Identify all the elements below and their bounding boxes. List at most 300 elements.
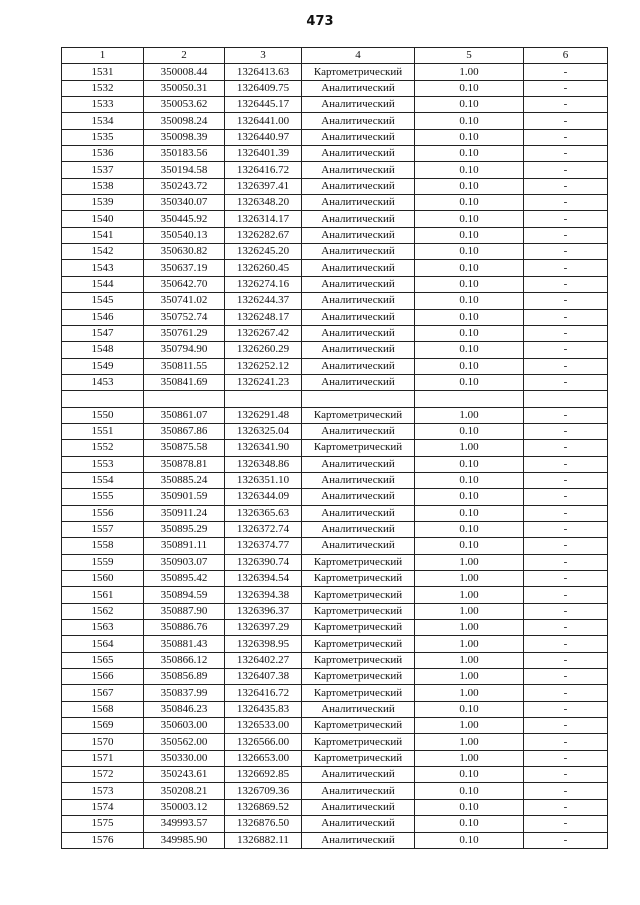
point-number-cell: 1547 <box>62 325 144 341</box>
accuracy-cell: 1.00 <box>415 734 524 750</box>
table-row <box>62 620 608 636</box>
table-row <box>62 129 608 145</box>
point-number-cell: 1536 <box>62 146 144 162</box>
x-coordinate-cell: 350856.89 <box>144 669 225 685</box>
method-cell: Аналитический <box>302 227 415 243</box>
note-cell: - <box>524 146 608 162</box>
x-coordinate-cell: 350340.07 <box>144 195 225 211</box>
y-coordinate-cell: 1326260.45 <box>225 260 302 276</box>
method-cell: Аналитический <box>302 129 415 145</box>
point-number-cell: 1548 <box>62 342 144 358</box>
column-header: 4 <box>302 48 415 64</box>
point-number-cell: 1576 <box>62 832 144 848</box>
method-cell: Аналитический <box>302 113 415 129</box>
y-coordinate-cell: 1326441.00 <box>225 113 302 129</box>
x-coordinate-cell: 350761.29 <box>144 325 225 341</box>
accuracy-cell: 0.10 <box>415 538 524 554</box>
y-coordinate-cell: 1326882.11 <box>225 832 302 848</box>
y-coordinate-cell: 1326416.72 <box>225 685 302 701</box>
point-number-cell: 1566 <box>62 669 144 685</box>
x-coordinate-cell: 350895.29 <box>144 521 225 537</box>
accuracy-cell: 1.00 <box>415 64 524 80</box>
y-coordinate-cell: 1326344.09 <box>225 489 302 505</box>
accuracy-cell: 0.10 <box>415 832 524 848</box>
y-coordinate-cell: 1326398.95 <box>225 636 302 652</box>
accuracy-cell: 0.10 <box>415 456 524 472</box>
point-number-cell: 1575 <box>62 816 144 832</box>
y-coordinate-cell: 1326409.75 <box>225 80 302 96</box>
note-cell: - <box>524 734 608 750</box>
method-cell: Картометрический <box>302 407 415 423</box>
accuracy-cell: 0.10 <box>415 816 524 832</box>
x-coordinate-cell: 350841.69 <box>144 374 225 390</box>
method-cell: Картометрический <box>302 440 415 456</box>
note-cell: - <box>524 521 608 537</box>
note-cell: - <box>524 701 608 717</box>
y-coordinate-cell: 1326341.90 <box>225 440 302 456</box>
y-coordinate-cell: 1326407.38 <box>225 669 302 685</box>
y-coordinate-cell: 1326291.48 <box>225 407 302 423</box>
point-number-cell: 1541 <box>62 227 144 243</box>
accuracy-cell: 0.10 <box>415 146 524 162</box>
x-coordinate-cell: 350895.42 <box>144 571 225 587</box>
accuracy-cell: 1.00 <box>415 685 524 701</box>
y-coordinate-cell: 1326869.52 <box>225 799 302 815</box>
x-coordinate-cell: 350811.55 <box>144 358 225 374</box>
method-cell: Аналитический <box>302 244 415 260</box>
note-cell: - <box>524 685 608 701</box>
method-cell: Аналитический <box>302 538 415 554</box>
x-coordinate-cell: 350794.90 <box>144 342 225 358</box>
note-cell: - <box>524 293 608 309</box>
table-row <box>62 407 608 423</box>
y-coordinate-cell: 1326440.97 <box>225 129 302 145</box>
accuracy-cell: 0.10 <box>415 489 524 505</box>
table-row <box>62 685 608 701</box>
x-coordinate-cell: 350881.43 <box>144 636 225 652</box>
accuracy-cell: 1.00 <box>415 554 524 570</box>
method-cell: Аналитический <box>302 293 415 309</box>
column-header: 6 <box>524 48 608 64</box>
method-cell: Аналитический <box>302 783 415 799</box>
point-number-cell: 1545 <box>62 293 144 309</box>
note-cell: - <box>524 162 608 178</box>
note-cell: - <box>524 358 608 374</box>
table-row <box>62 440 608 456</box>
point-number-cell: 1542 <box>62 244 144 260</box>
method-cell: Аналитический <box>302 260 415 276</box>
table-row <box>62 195 608 211</box>
x-coordinate-cell: 350330.00 <box>144 750 225 766</box>
table-row <box>62 113 608 129</box>
point-number-cell: 1559 <box>62 554 144 570</box>
accuracy-cell: 0.10 <box>415 162 524 178</box>
point-number-cell: 1561 <box>62 587 144 603</box>
table-row <box>62 64 608 80</box>
table-row <box>62 505 608 521</box>
y-coordinate-cell: 1326692.85 <box>225 767 302 783</box>
method-cell: Аналитический <box>302 374 415 390</box>
method-cell: Картометрический <box>302 750 415 766</box>
table-row <box>62 391 608 407</box>
table-row <box>62 799 608 815</box>
x-coordinate-cell: 350183.56 <box>144 146 225 162</box>
method-cell: Аналитический <box>302 162 415 178</box>
point-number-cell: 1555 <box>62 489 144 505</box>
method-cell: Аналитический <box>302 358 415 374</box>
method-cell: Картометрический <box>302 636 415 652</box>
note-cell: - <box>524 718 608 734</box>
point-number-cell: 1574 <box>62 799 144 815</box>
method-cell: Аналитический <box>302 799 415 815</box>
point-number-cell: 1567 <box>62 685 144 701</box>
y-coordinate-cell: 1326653.00 <box>225 750 302 766</box>
x-coordinate-cell: 350837.99 <box>144 685 225 701</box>
x-coordinate-cell: 350445.92 <box>144 211 225 227</box>
note-cell: - <box>524 652 608 668</box>
point-number-cell: 1570 <box>62 734 144 750</box>
point-number-cell: 1539 <box>62 195 144 211</box>
table-row <box>62 472 608 488</box>
y-coordinate-cell: 1326402.27 <box>225 652 302 668</box>
point-number-cell: 1565 <box>62 652 144 668</box>
method-cell: Аналитический <box>302 146 415 162</box>
point-number-cell: 1560 <box>62 571 144 587</box>
x-coordinate-cell: 350875.58 <box>144 440 225 456</box>
note-cell: - <box>524 554 608 570</box>
x-coordinate-cell: 350008.44 <box>144 64 225 80</box>
note-cell: - <box>524 603 608 619</box>
point-number-cell: 1531 <box>62 64 144 80</box>
x-coordinate-cell: 350887.90 <box>144 603 225 619</box>
x-coordinate-cell: 350901.59 <box>144 489 225 505</box>
method-cell: Аналитический <box>302 701 415 717</box>
table-row <box>62 832 608 848</box>
note-cell: - <box>524 636 608 652</box>
x-coordinate-cell: 350098.39 <box>144 129 225 145</box>
table-row <box>62 227 608 243</box>
point-number-cell: 1553 <box>62 456 144 472</box>
accuracy-cell: 0.10 <box>415 799 524 815</box>
table-header-row <box>62 48 608 64</box>
y-coordinate-cell: 1326282.67 <box>225 227 302 243</box>
note-cell: - <box>524 129 608 145</box>
column-header: 1 <box>62 48 144 64</box>
x-coordinate-cell <box>144 391 225 407</box>
table-row <box>62 669 608 685</box>
method-cell: Картометрический <box>302 685 415 701</box>
y-coordinate-cell: 1326394.38 <box>225 587 302 603</box>
point-number-cell: 1563 <box>62 620 144 636</box>
table-row <box>62 587 608 603</box>
table-row <box>62 816 608 832</box>
x-coordinate-cell: 350053.62 <box>144 97 225 113</box>
method-cell: Аналитический <box>302 472 415 488</box>
x-coordinate-cell: 350243.72 <box>144 178 225 194</box>
x-coordinate-cell: 350603.00 <box>144 718 225 734</box>
point-number-cell: 1535 <box>62 129 144 145</box>
point-number-cell: 1569 <box>62 718 144 734</box>
point-number-cell: 1571 <box>62 750 144 766</box>
x-coordinate-cell: 350752.74 <box>144 309 225 325</box>
method-cell: Картометрический <box>302 554 415 570</box>
table-row <box>62 603 608 619</box>
y-coordinate-cell: 1326401.39 <box>225 146 302 162</box>
method-cell: Аналитический <box>302 97 415 113</box>
y-coordinate-cell: 1326248.17 <box>225 309 302 325</box>
point-number-cell: 1549 <box>62 358 144 374</box>
x-coordinate-cell: 350878.81 <box>144 456 225 472</box>
method-cell: Аналитический <box>302 456 415 472</box>
point-number-cell: 1568 <box>62 701 144 717</box>
note-cell: - <box>524 374 608 390</box>
note-cell: - <box>524 750 608 766</box>
accuracy-cell: 1.00 <box>415 603 524 619</box>
point-number-cell: 1537 <box>62 162 144 178</box>
point-number-cell: 1533 <box>62 97 144 113</box>
method-cell: Аналитический <box>302 195 415 211</box>
x-coordinate-cell: 350050.31 <box>144 80 225 96</box>
table-row <box>62 521 608 537</box>
note-cell: - <box>524 832 608 848</box>
x-coordinate-cell: 350243.61 <box>144 767 225 783</box>
note-cell: - <box>524 342 608 358</box>
x-coordinate-cell: 350861.07 <box>144 407 225 423</box>
table-row <box>62 636 608 652</box>
accuracy-cell: 0.10 <box>415 767 524 783</box>
table-row <box>62 489 608 505</box>
x-coordinate-cell: 350208.21 <box>144 783 225 799</box>
method-cell: Аналитический <box>302 80 415 96</box>
note-cell: - <box>524 440 608 456</box>
y-coordinate-cell: 1326348.86 <box>225 456 302 472</box>
point-number-cell: 1550 <box>62 407 144 423</box>
note-cell: - <box>524 113 608 129</box>
accuracy-cell: 1.00 <box>415 407 524 423</box>
table-row <box>62 358 608 374</box>
method-cell: Картометрический <box>302 603 415 619</box>
point-number-cell: 1562 <box>62 603 144 619</box>
note-cell: - <box>524 587 608 603</box>
y-coordinate-cell: 1326566.00 <box>225 734 302 750</box>
accuracy-cell: 0.10 <box>415 260 524 276</box>
x-coordinate-cell: 350894.59 <box>144 587 225 603</box>
table-row <box>62 162 608 178</box>
method-cell: Аналитический <box>302 505 415 521</box>
accuracy-cell: 0.10 <box>415 178 524 194</box>
x-coordinate-cell: 350903.07 <box>144 554 225 570</box>
column-header: 5 <box>415 48 524 64</box>
column-header: 3 <box>225 48 302 64</box>
x-coordinate-cell: 350630.82 <box>144 244 225 260</box>
y-coordinate-cell: 1326260.29 <box>225 342 302 358</box>
x-coordinate-cell: 349985.90 <box>144 832 225 848</box>
x-coordinate-cell: 350562.00 <box>144 734 225 750</box>
point-number-cell: 1554 <box>62 472 144 488</box>
table-row <box>62 767 608 783</box>
accuracy-cell: 0.10 <box>415 97 524 113</box>
method-cell: Аналитический <box>302 816 415 832</box>
method-cell: Картометрический <box>302 64 415 80</box>
accuracy-cell: 0.10 <box>415 309 524 325</box>
accuracy-cell: 0.10 <box>415 358 524 374</box>
note-cell: - <box>524 669 608 685</box>
x-coordinate-cell: 350846.23 <box>144 701 225 717</box>
method-cell: Картометрический <box>302 571 415 587</box>
y-coordinate-cell: 1326351.10 <box>225 472 302 488</box>
point-number-cell: 1538 <box>62 178 144 194</box>
accuracy-cell: 0.10 <box>415 293 524 309</box>
note-cell: - <box>524 309 608 325</box>
table-row <box>62 423 608 439</box>
accuracy-cell: 0.10 <box>415 195 524 211</box>
accuracy-cell: 0.10 <box>415 129 524 145</box>
x-coordinate-cell: 350886.76 <box>144 620 225 636</box>
y-coordinate-cell: 1326244.37 <box>225 293 302 309</box>
method-cell: Картометрический <box>302 734 415 750</box>
note-cell: - <box>524 325 608 341</box>
table-row <box>62 652 608 668</box>
table-row <box>62 750 608 766</box>
table-row <box>62 97 608 113</box>
point-number-cell: 1573 <box>62 783 144 799</box>
accuracy-cell: 0.10 <box>415 505 524 521</box>
note-cell: - <box>524 620 608 636</box>
method-cell: Картометрический <box>302 718 415 734</box>
method-cell: Картометрический <box>302 652 415 668</box>
accuracy-cell: 0.10 <box>415 342 524 358</box>
method-cell: Аналитический <box>302 178 415 194</box>
accuracy-cell: 0.10 <box>415 276 524 292</box>
point-number-cell <box>62 391 144 407</box>
accuracy-cell: 0.10 <box>415 113 524 129</box>
table-row <box>62 276 608 292</box>
table-row <box>62 244 608 260</box>
note-cell: - <box>524 244 608 260</box>
table-row <box>62 718 608 734</box>
table-row <box>62 260 608 276</box>
y-coordinate-cell: 1326709.36 <box>225 783 302 799</box>
point-number-cell: 1557 <box>62 521 144 537</box>
method-cell: Аналитический <box>302 211 415 227</box>
note-cell: - <box>524 260 608 276</box>
method-cell: Аналитический <box>302 342 415 358</box>
point-number-cell: 1552 <box>62 440 144 456</box>
y-coordinate-cell: 1326252.12 <box>225 358 302 374</box>
note-cell: - <box>524 407 608 423</box>
table-row <box>62 146 608 162</box>
y-coordinate-cell: 1326241.23 <box>225 374 302 390</box>
point-number-cell: 1564 <box>62 636 144 652</box>
table-row <box>62 734 608 750</box>
accuracy-cell: 1.00 <box>415 750 524 766</box>
accuracy-cell: 1.00 <box>415 440 524 456</box>
table-row <box>62 325 608 341</box>
table-row <box>62 783 608 799</box>
x-coordinate-cell: 350911.24 <box>144 505 225 521</box>
y-coordinate-cell: 1326394.54 <box>225 571 302 587</box>
table-row <box>62 342 608 358</box>
page-number: 473 <box>306 14 334 29</box>
point-number-cell: 1534 <box>62 113 144 129</box>
y-coordinate-cell: 1326390.74 <box>225 554 302 570</box>
y-coordinate-cell: 1326445.17 <box>225 97 302 113</box>
y-coordinate-cell: 1326374.77 <box>225 538 302 554</box>
accuracy-cell: 0.10 <box>415 701 524 717</box>
accuracy-cell: 0.10 <box>415 80 524 96</box>
x-coordinate-cell: 350867.86 <box>144 423 225 439</box>
accuracy-cell: 1.00 <box>415 620 524 636</box>
x-coordinate-cell: 350741.02 <box>144 293 225 309</box>
note-cell: - <box>524 97 608 113</box>
point-number-cell: 1551 <box>62 423 144 439</box>
accuracy-cell: 0.10 <box>415 783 524 799</box>
note-cell: - <box>524 489 608 505</box>
y-coordinate-cell: 1326435.83 <box>225 701 302 717</box>
x-coordinate-cell: 350003.12 <box>144 799 225 815</box>
method-cell: Картометрический <box>302 620 415 636</box>
point-number-cell: 1543 <box>62 260 144 276</box>
accuracy-cell: 1.00 <box>415 587 524 603</box>
point-number-cell: 1532 <box>62 80 144 96</box>
accuracy-cell: 0.10 <box>415 211 524 227</box>
note-cell: - <box>524 571 608 587</box>
point-number-cell: 1558 <box>62 538 144 554</box>
accuracy-cell: 0.10 <box>415 423 524 439</box>
method-cell: Картометрический <box>302 669 415 685</box>
table-row <box>62 456 608 472</box>
method-cell: Аналитический <box>302 521 415 537</box>
method-cell: Аналитический <box>302 489 415 505</box>
y-coordinate-cell: 1326413.63 <box>225 64 302 80</box>
note-cell: - <box>524 227 608 243</box>
accuracy-cell: 0.10 <box>415 325 524 341</box>
method-cell: Аналитический <box>302 325 415 341</box>
x-coordinate-cell: 350194.58 <box>144 162 225 178</box>
x-coordinate-cell: 350637.19 <box>144 260 225 276</box>
y-coordinate-cell: 1326396.37 <box>225 603 302 619</box>
y-coordinate-cell: 1326274.16 <box>225 276 302 292</box>
accuracy-cell: 1.00 <box>415 571 524 587</box>
point-number-cell: 1540 <box>62 211 144 227</box>
y-coordinate-cell: 1326314.17 <box>225 211 302 227</box>
method-cell: Аналитический <box>302 832 415 848</box>
point-number-cell: 1556 <box>62 505 144 521</box>
accuracy-cell: 0.10 <box>415 521 524 537</box>
note-cell: - <box>524 767 608 783</box>
note-cell: - <box>524 799 608 815</box>
method-cell <box>302 391 415 407</box>
accuracy-cell: 1.00 <box>415 652 524 668</box>
x-coordinate-cell: 350642.70 <box>144 276 225 292</box>
table-row <box>62 571 608 587</box>
method-cell: Аналитический <box>302 423 415 439</box>
note-cell: - <box>524 64 608 80</box>
table-row <box>62 554 608 570</box>
y-coordinate-cell: 1326397.29 <box>225 620 302 636</box>
note-cell: - <box>524 80 608 96</box>
method-cell: Аналитический <box>302 276 415 292</box>
table-row <box>62 374 608 390</box>
accuracy-cell: 0.10 <box>415 472 524 488</box>
accuracy-cell: 0.10 <box>415 374 524 390</box>
y-coordinate-cell: 1326245.20 <box>225 244 302 260</box>
note-cell <box>524 391 608 407</box>
point-number-cell: 1546 <box>62 309 144 325</box>
note-cell: - <box>524 472 608 488</box>
accuracy-cell: 1.00 <box>415 718 524 734</box>
coordinates-table <box>61 47 608 849</box>
